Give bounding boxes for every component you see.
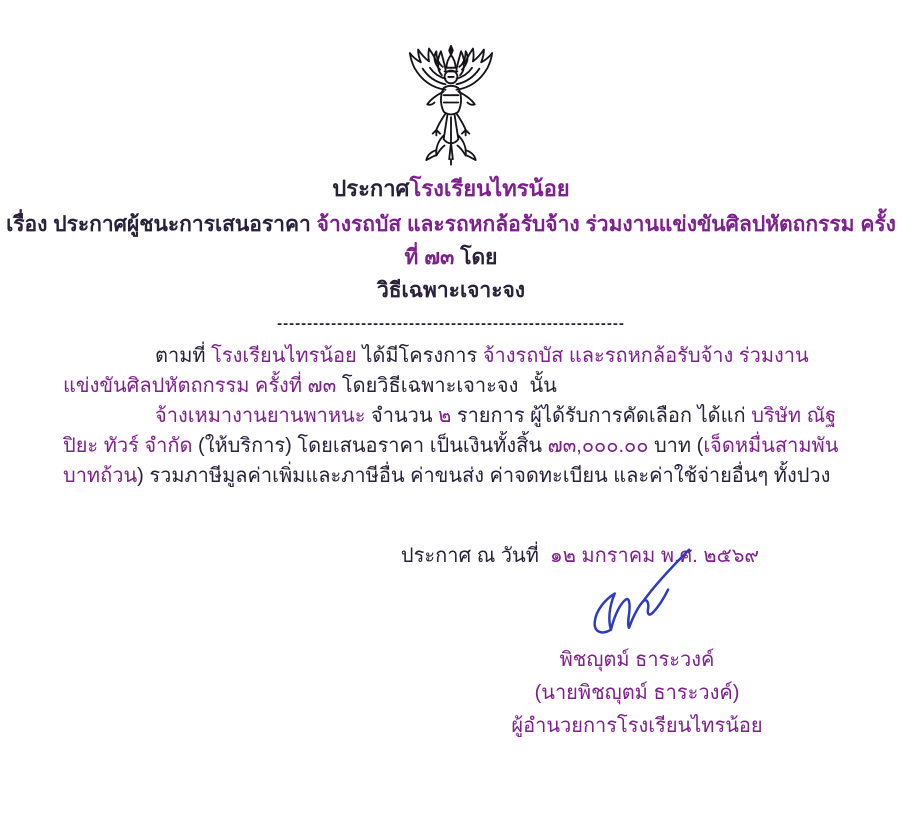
subject-line-1 [0, 208, 902, 274]
garuda-emblem-svg [396, 44, 506, 172]
subject-line-2 [0, 274, 902, 307]
text-segment: จ้างรถบัส และรถหกล้อรับจ้าง ร่วมงานแข่งขันศิลปหัตถกรรม ครั้งที่ ๗๓ [63, 345, 809, 397]
text-segment: ประกาศ ณ วันที่ [400, 545, 551, 567]
paragraph-2 [63, 401, 845, 491]
text-segment: ) รวมภาษีมูลค่าเพิ่มและภาษีอื่น ค่าขนส่ง ค่าจดทะเบียน และค่าใช้จ่ายอื่นๆ ทั้งปวง [137, 465, 831, 487]
text-segment: ๗๓,๐๐๐.๐๐ [547, 435, 649, 457]
text-segment: โดย [454, 246, 498, 269]
paragraph-1 [63, 341, 845, 401]
text-segment: วิธีเฉพาะเจาะจง [376, 279, 526, 302]
text-segment: เรื่อง ประกาศผู้ชนะการเสนอราคา [6, 213, 317, 236]
announcement-date-line [260, 541, 900, 571]
document-body [63, 341, 845, 491]
text-segment: ๑๒ มกราคม พ.ศ. ๒๕๖๙ [550, 545, 760, 567]
dashed-divider: ---------------------------------------------------------- [277, 315, 625, 332]
text-segment: โรงเรียนไทรน้อย [409, 176, 570, 201]
document-page [0, 44, 902, 815]
signature-scribble-icon [582, 544, 697, 644]
text-segment: โดยวิธีเฉพาะเจาะจง นั้น [336, 375, 557, 397]
text-segment: รายการ ผู้ได้รับการคัดเลือก ได้แก่ [451, 405, 752, 427]
text-segment: โรงเรียนไทรน้อย [211, 345, 357, 367]
text-segment: บริษัท ณัฐปิยะ ทัวร์ จำกัด [63, 405, 837, 457]
text-segment: จ้างรถบัส และรถหกล้อรับจ้าง ร่วมงานแข่งขันศิลปหัตถกรรม ครั้งที่ ๗๓ [316, 213, 896, 269]
text-segment: ประกาศ [332, 176, 410, 201]
signatory-full-name: (นายพิชญุตม์ ธาระวงค์) [534, 682, 740, 704]
signatory-position: ผู้อำนวยการโรงเรียนไทรน้อย [511, 715, 763, 737]
document-title [0, 175, 902, 203]
text-segment: ๒ [438, 405, 452, 427]
signature-block [487, 644, 787, 743]
subject-heading [0, 208, 902, 307]
text-segment: ได้มีโครงการ [356, 345, 483, 367]
text-segment: จำนวน [365, 405, 439, 427]
text-segment: ตามที่ [155, 345, 212, 367]
signatory-name: พิชญุตม์ ธาระวงค์ [559, 649, 715, 671]
text-segment: เจ็ดหมื่นสามพันบาทถ้วน [63, 435, 839, 487]
text-segment: (ให้บริการ) โดยเสนอราคา เป็นเงินทั้งสิ้น [192, 435, 548, 457]
text-segment: จ้างเหมางานยานพาหนะ [155, 405, 366, 427]
garuda-emblem-icon [396, 44, 506, 172]
text-segment: บาท ( [648, 435, 704, 457]
